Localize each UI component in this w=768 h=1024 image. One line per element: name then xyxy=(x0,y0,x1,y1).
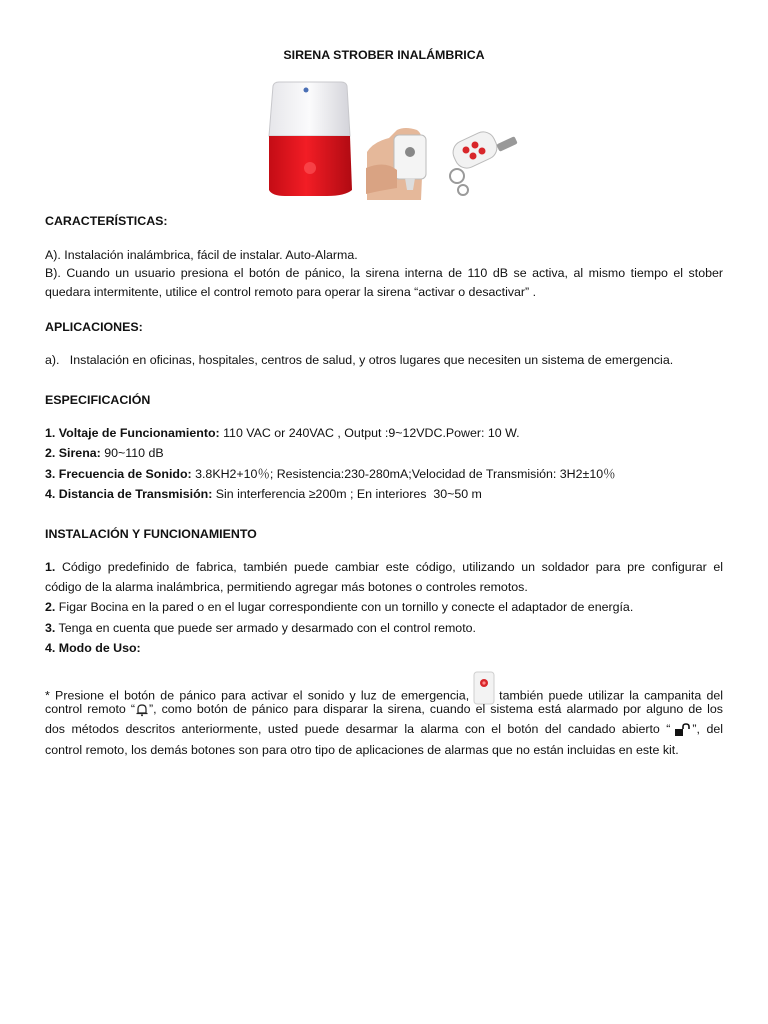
aplicaciones-heading: APLICACIONES: xyxy=(45,320,143,334)
bell-icon xyxy=(135,703,149,717)
spec-value: 110 VAC or 240VAC , Output :9~12VDC.Power: 10 W. xyxy=(219,426,520,440)
spec-value: 90~110 dB xyxy=(100,446,164,460)
modo-uso-line2 xyxy=(45,699,723,719)
instalacion-heading: INSTALACIÓN Y FUNCIONAMIENTO xyxy=(45,527,257,541)
step-text: Figar Bocina en la pared o en el lugar correspondiente con un tornillo y conecte el adaptador de energía. xyxy=(55,600,634,614)
instalacion-paso-1-line1 xyxy=(45,557,723,577)
modo-uso-text: control remoto “ xyxy=(45,702,135,716)
product-photo-row xyxy=(45,78,723,202)
spec-label: 3. Frecuencia de Sonido: xyxy=(45,467,192,481)
step-number: 2. xyxy=(45,600,56,614)
document-title: SIRENA STROBER INALÁMBRICA xyxy=(283,48,485,62)
instalacion-paso-3 xyxy=(45,618,723,638)
spec-item-sirena xyxy=(45,443,723,463)
open-padlock-icon xyxy=(674,723,692,737)
spec-item-voltaje xyxy=(45,423,723,443)
step-number: 3. xyxy=(45,621,56,635)
spec-label: 1. Voltaje de Funcionamiento: xyxy=(45,426,220,440)
product-images xyxy=(45,78,723,202)
spec-label: 4. Distancia de Transmisión: xyxy=(45,487,213,501)
especificacion-heading: ESPECIFICACIÓN xyxy=(45,393,151,407)
modo-uso-line4: control remoto, los demás botones son para otro tipo de aplicaciones de alarmas que no están incluidas en este kit. xyxy=(45,743,679,757)
spec-item-frecuencia xyxy=(45,464,723,484)
modo-uso-text: * Presione el botón de pánico para activar el sonido y luz de emergencia, xyxy=(45,688,470,703)
modo-uso-line3 xyxy=(45,719,723,739)
caracteristicas-heading: CARACTERÍSTICAS: xyxy=(45,214,168,228)
step-text: Tenga en cuenta que puede ser armado y desarmado con el control remoto. xyxy=(55,621,476,635)
spec-label: 2. Sirena: xyxy=(45,446,101,460)
modo-uso-text: ”, del xyxy=(692,722,723,736)
spec-value: Sin interferencia ≥200m ; En interiores 30~50 m xyxy=(212,487,482,501)
step-number: 1. xyxy=(45,560,56,574)
remote-control-image xyxy=(449,128,518,195)
instalacion-paso-2 xyxy=(45,597,723,617)
caracteristica-b-line2: quedara intermitente, utilice el control remoto para operar la sirena “activar o desactivar” . xyxy=(45,285,537,299)
modo-uso-text: dos métodos descritos anteriormente, usted puede desarmar la alarma con el botón del candado abierto “ xyxy=(45,722,671,736)
aplicacion-a: a). Instalación en oficinas, hospitales, centros de salud, y otros lugares que necesiten un sistema de emergencia. xyxy=(45,353,674,367)
instalacion-paso-4: 4. Modo de Uso: xyxy=(45,641,141,655)
spec-item-distancia xyxy=(45,484,723,504)
caracteristica-a: A). Instalación inalámbrica, fácil de instalar. Auto-Alarma. xyxy=(45,248,358,262)
panic-button-hand-image xyxy=(366,126,426,200)
modo-uso-text: ”, como botón de pánico para disparar la sirena, cuando el sistema está alarmado por alguno de los xyxy=(148,702,724,716)
siren-image xyxy=(269,82,352,196)
modo-uso-text: también puede utilizar la campanita del xyxy=(499,688,724,703)
spec-value: 3.8KH2+10％; Resistencia:230-280mA;Velocidad de Transmisión: 3H2±10％ xyxy=(191,467,616,481)
step-text: Código predefinido de fabrica, también puede cambiar este código, utilizando un soldador para pre configurar el xyxy=(55,560,723,574)
instalacion-paso-1-line2: código de la alarma inalámbrica, permitiendo agregar más botones o controles remotos. xyxy=(45,580,528,594)
caracteristica-b-line1: B). Cuando un usuario presiona el botón de pánico, la sirena interna de 110 dB se activa, al mismo tiempo el stober xyxy=(45,266,723,280)
